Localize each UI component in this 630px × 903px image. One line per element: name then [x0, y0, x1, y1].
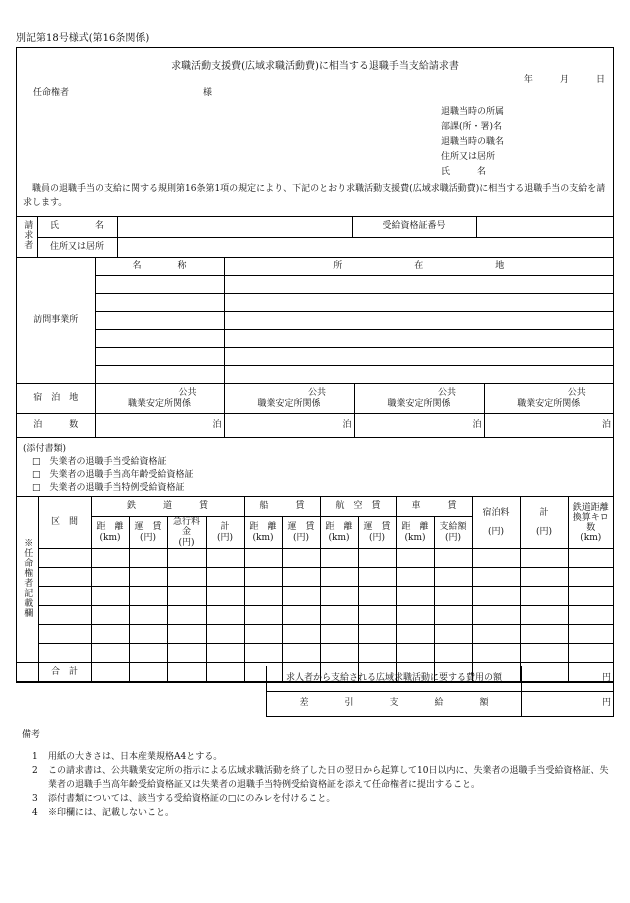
info-section: 部課(所・署)名 — [441, 122, 503, 132]
rail-fare-header: 運 賃 (円) — [129, 517, 167, 549]
visit-name-field[interactable] — [95, 276, 224, 294]
request-text: 職員の退職手当の支給に関する規則第16条第1項の規定により、下記のとおり求職活動支援費(広域求職活動費)に相当する退職手当の支給を請求します。 — [23, 184, 606, 208]
rail-fare-label: 鉄 道 賃 — [91, 497, 244, 517]
nights-cell[interactable]: 泊 — [484, 414, 613, 438]
form-title: 求職活動支援費(広域求職活動費)に相当する退職手当支給請求書 — [171, 61, 459, 72]
date-day: 日 — [595, 75, 605, 85]
claimant-table — [17, 217, 613, 258]
expense-table — [17, 496, 613, 682]
lodging-cell[interactable]: 公共 職業安定所関係 — [224, 384, 354, 414]
attachment-item[interactable]: □ 失業者の退職手当高年齢受給資格証 — [32, 470, 194, 480]
note-item: 1 用紙の大きさは、日本産業規格A4とする。 — [32, 752, 223, 762]
attachments-heading: (添付書類) — [23, 444, 67, 454]
expense-row — [17, 587, 613, 606]
checkbox-icon[interactable]: □ — [32, 457, 41, 467]
ship-fare-label: 船 賃 — [244, 497, 320, 517]
form-header — [17, 48, 613, 217]
attachment-item[interactable]: □ 失業者の退職手当特例受給資格証 — [32, 483, 185, 493]
employer-cost-label: 求人者から支給される広域求職活動に要する費用の額 — [267, 666, 522, 691]
net-payment-label: 差 引 支 給 額 — [267, 691, 522, 716]
visit-col-name: 名 称 — [95, 258, 224, 276]
visit-name-field[interactable] — [95, 348, 224, 366]
expense-row — [17, 549, 613, 568]
car-pay-header: 支給額 (円) — [434, 517, 472, 549]
official-use-label: ※任命権者記載欄 — [17, 497, 38, 663]
visit-col-location: 所 在 地 — [224, 258, 613, 276]
checkbox-icon[interactable]: □ — [32, 470, 41, 480]
car-fare-label: 車 賃 — [396, 497, 472, 517]
claimant-address-field[interactable] — [117, 237, 613, 257]
visit-name-field[interactable] — [95, 312, 224, 330]
lodging-cell[interactable]: 公共 職業安定所関係 — [354, 384, 484, 414]
note-item: 4 ※印欄には、記載しないこと。 — [32, 808, 175, 818]
lodging-cell[interactable]: 公共 職業安定所関係 — [95, 384, 224, 414]
ship-distance-header: 距 離 (km) — [244, 517, 282, 549]
claim-form — [16, 47, 614, 683]
cert-number-label: 受給資格証番号 — [352, 217, 476, 237]
nights-cell[interactable]: 泊 — [354, 414, 484, 438]
visit-location-field[interactable] — [224, 366, 613, 384]
lodging-fee-label: 宿泊料 (円) — [472, 497, 520, 549]
info-dept: 退職当時の所属 — [441, 107, 505, 117]
visit-location-field[interactable] — [224, 294, 613, 312]
grand-total-label: 合 計 — [38, 663, 91, 682]
notes — [22, 728, 614, 820]
checkbox-icon[interactable]: □ — [32, 483, 41, 493]
nights-label: 泊 数 — [17, 414, 95, 438]
honorific: 様 — [203, 88, 213, 98]
claimant-name-label: 氏 名 — [37, 217, 117, 237]
air-fare-label: 航 空 賃 — [320, 497, 396, 517]
visit-table — [17, 258, 613, 439]
attachment-item[interactable]: □ 失業者の退職手当受給資格証 — [32, 457, 167, 467]
rail-express-header: 急行料金 (円) — [167, 517, 206, 549]
expense-row — [17, 606, 613, 625]
info-name: 氏 名 — [441, 167, 487, 177]
date-month: 月 — [559, 75, 569, 85]
total-label: 計 (円) — [520, 497, 568, 549]
rail-sum-header: 計 (円) — [206, 517, 244, 549]
visit-location-field[interactable] — [224, 348, 613, 366]
expense-row — [17, 625, 613, 644]
visit-location-field[interactable] — [224, 312, 613, 330]
ship-fare-header: 運 賃 (円) — [282, 517, 320, 549]
rail-distance-header: 距 離 (km) — [91, 517, 129, 549]
applicant-info — [441, 105, 504, 180]
date-year: 年 — [523, 75, 533, 85]
info-post: 退職当時の職名 — [441, 137, 505, 147]
nights-cell[interactable]: 泊 — [95, 414, 224, 438]
air-distance-header: 距 離 (km) — [320, 517, 358, 549]
section-label: 区 間 — [38, 497, 91, 549]
claimant-name-field[interactable] — [117, 217, 352, 237]
visit-name-field[interactable] — [95, 330, 224, 348]
note-item: 2 この請求書は、公共職業安定所の指示による広域求職活動を終了した日の翌日から起算して10日以内に、失業者の退職手当受給資格証、失業者の退職手当高年齢受給資格証又は失業者の退職手当特例受給資格証を添えて任命権者に提出すること。 — [32, 766, 609, 790]
net-payment-field[interactable]: 円 — [522, 691, 614, 716]
form-label: 別記第18号様式(第16条関係) — [16, 33, 150, 44]
claimant-side-label: 請求者 — [17, 217, 37, 257]
visit-label: 訪問事業所 — [17, 258, 95, 384]
car-distance-header: 距 離 (km) — [396, 517, 434, 549]
appointing-authority: 任命権者 — [33, 88, 70, 98]
lodging-cell[interactable]: 公共 職業安定所関係 — [484, 384, 613, 414]
date-fields — [524, 75, 605, 86]
visit-location-field[interactable] — [224, 330, 613, 348]
nights-cell[interactable]: 泊 — [224, 414, 354, 438]
employer-cost-field[interactable]: 円 — [522, 666, 614, 691]
visit-name-field[interactable] — [95, 366, 224, 384]
note-item: 3 添付書類については、該当する受給資格証の□にのみレを付けること。 — [32, 794, 336, 804]
lodging-label: 宿 泊 地 — [17, 384, 95, 414]
rail-km-label: 鉄道距離換算キロ数 (km) — [568, 497, 613, 549]
attachments — [17, 438, 613, 496]
visit-location-field[interactable] — [224, 276, 613, 294]
visit-name-field[interactable] — [95, 294, 224, 312]
notes-heading: 備考 — [22, 730, 41, 740]
cert-number-field[interactable] — [476, 217, 613, 237]
air-fare-header: 運 賃 (円) — [358, 517, 396, 549]
claimant-address-label: 住所又は居所 — [37, 237, 117, 257]
summary-table — [266, 666, 614, 717]
expense-row — [17, 644, 613, 663]
expense-row — [17, 568, 613, 587]
info-address: 住所又は居所 — [441, 152, 496, 162]
